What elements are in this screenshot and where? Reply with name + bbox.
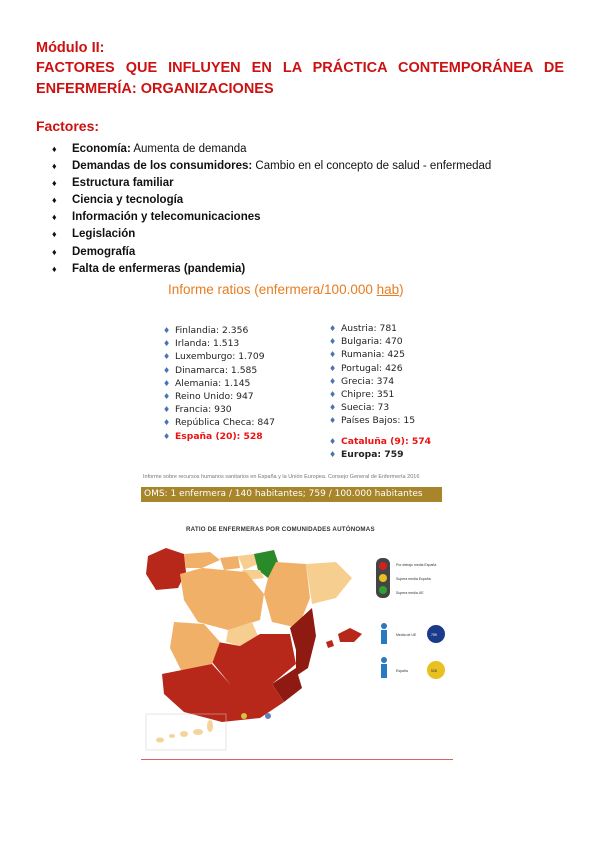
bullet-icon: ♦ xyxy=(329,350,337,360)
bullet-icon: ♦ xyxy=(329,436,337,446)
list-item: ♦ Finlandia: 2.356 xyxy=(163,325,249,336)
eu-label: Media de UE xyxy=(396,633,417,637)
list-item-spain: ♦ España (20): 528 xyxy=(163,430,263,442)
legend-red-dot xyxy=(379,562,387,570)
list-item: ♦ Demografía xyxy=(52,244,491,261)
es-value: 528 xyxy=(431,669,437,673)
diamond-bullet-icon: ♦ xyxy=(52,144,57,154)
bullet-icon: ♦ xyxy=(163,326,171,335)
ceuta-badge-icon xyxy=(241,713,247,719)
list-item: ♦ Estructura familiar xyxy=(52,175,491,192)
list-item: ♦ República Checa: 847 xyxy=(163,417,275,429)
ratios-left-list xyxy=(163,324,275,443)
list-item: ♦ Irlanda: 1.513 xyxy=(163,338,240,350)
legend-red-label: Por debajo media España xyxy=(396,563,437,567)
legend-green-dot xyxy=(379,586,387,594)
bullet-icon: ♦ xyxy=(163,352,171,362)
factors-list xyxy=(52,141,491,278)
person-body-icon xyxy=(381,664,387,678)
region-cantabria xyxy=(220,556,240,570)
bullet-icon: ♦ xyxy=(163,391,171,401)
list-item: ♦ Información y telecomunicaciones xyxy=(52,209,491,226)
bullet-icon: ♦ xyxy=(329,324,337,333)
list-item: ♦ Bulgaria: 470 xyxy=(329,336,403,348)
bullet-icon: ♦ xyxy=(163,378,171,388)
diamond-bullet-icon: ♦ xyxy=(52,195,57,206)
person-icon xyxy=(381,623,387,629)
list-item: ♦ Reino Unido: 947 xyxy=(163,390,254,402)
list-item: ♦ Luxemburgo: 1.709 xyxy=(163,351,265,363)
region-galicia xyxy=(146,548,186,590)
bullet-icon: ♦ xyxy=(163,431,171,441)
list-item: ♦ Austria: 781 xyxy=(329,323,398,334)
island xyxy=(169,734,175,738)
list-item-europa: ♦ Europa: 759 xyxy=(329,448,404,460)
island xyxy=(156,738,164,743)
diamond-bullet-icon: ♦ xyxy=(52,229,57,240)
list-item: ♦ Francia: 930 xyxy=(163,404,232,416)
bullet-icon: ♦ xyxy=(329,363,337,373)
page-title: FACTORES QUE INFLUYEN EN LA PRÁCTICA CONTEMPORÁNEA DE ENFERMERÍA: ORGANIZACIONES xyxy=(36,60,564,97)
region-baleares-small xyxy=(326,640,334,648)
oms-banner: OMS: 1 enfermera / 140 habitantes; 759 / 100.000 habitantes xyxy=(141,487,442,502)
person-body-icon xyxy=(381,630,387,644)
list-item: ♦ Grecia: 374 xyxy=(329,375,395,387)
list-item: ♦ Rumania: 425 xyxy=(329,349,405,361)
bullet-icon: ♦ xyxy=(329,337,337,347)
region-cataluna xyxy=(306,562,352,604)
factors-heading: Factores: xyxy=(36,118,100,134)
bullet-icon: ♦ xyxy=(329,449,337,459)
ratios-right-list xyxy=(329,322,431,461)
map-title: RATIO DE ENFERMERAS POR COMUNIDADES AUTÓNOMAS xyxy=(186,526,375,533)
legend-yellow-label: Supera media España xyxy=(396,577,431,581)
list-item: ♦ Dinamarca: 1.585 xyxy=(163,364,258,376)
list-item: ♦ Falta de enfermeras (pandemia) xyxy=(52,261,491,278)
list-item: ♦ Portugal: 426 xyxy=(329,362,403,374)
es-label: España xyxy=(396,669,408,673)
list-item: ♦ Chipre: 351 xyxy=(329,388,395,400)
list-item: ♦ Legislación xyxy=(52,226,491,243)
list-item-cataluna: ♦ Cataluña (9): 574 xyxy=(329,435,432,447)
region-extremadura xyxy=(170,622,220,672)
region-asturias xyxy=(184,552,220,568)
island xyxy=(180,731,188,737)
ratios-title: Informe ratios (enfermera/100.000 hab) xyxy=(168,282,404,297)
diamond-bullet-icon: ♦ xyxy=(52,161,57,172)
bullet-icon: ♦ xyxy=(163,418,171,428)
divider xyxy=(141,759,453,760)
legend-green-label: Supera media UE xyxy=(396,591,424,595)
list-item: ♦ Alemania: 1.145 xyxy=(163,377,251,389)
island xyxy=(193,729,203,735)
person-icon xyxy=(381,657,387,663)
bullet-icon: ♦ xyxy=(329,376,337,386)
list-item: ♦ Demandas de los consumidores: Cambio en el concepto de salud - enfermedad xyxy=(52,158,491,175)
spain-map xyxy=(140,538,460,756)
list-item: ♦ Ciencia y tecnología xyxy=(52,192,491,209)
list-item: ♦ Suecia: 73 xyxy=(329,402,390,414)
bullet-icon: ♦ xyxy=(329,416,337,426)
diamond-bullet-icon: ♦ xyxy=(52,178,57,189)
bullet-icon: ♦ xyxy=(163,405,171,415)
bullet-icon: ♦ xyxy=(163,365,171,375)
source-note: Informe sobre recursos humanos sanitarios en España y la Unión Europea. Consejo General de Enfermería 2016 xyxy=(143,474,420,480)
list-spacer xyxy=(329,428,431,435)
legend-yellow-dot xyxy=(379,574,387,582)
list-item: ♦ Países Bajos: 15 xyxy=(329,415,416,427)
island xyxy=(207,720,213,732)
diamond-bullet-icon: ♦ xyxy=(52,263,57,274)
eu-value: 759 xyxy=(431,633,437,637)
bullet-icon: ♦ xyxy=(329,389,337,399)
list-item: ♦ Economía: Aumenta de demanda xyxy=(52,141,491,158)
module-heading: Módulo II: xyxy=(36,40,105,56)
region-baleares xyxy=(338,628,362,642)
bullet-icon: ♦ xyxy=(163,339,171,349)
diamond-bullet-icon: ♦ xyxy=(52,212,57,223)
diamond-bullet-icon: ♦ xyxy=(52,246,57,257)
melilla-badge-icon xyxy=(265,713,271,719)
bullet-icon: ♦ xyxy=(329,403,337,413)
